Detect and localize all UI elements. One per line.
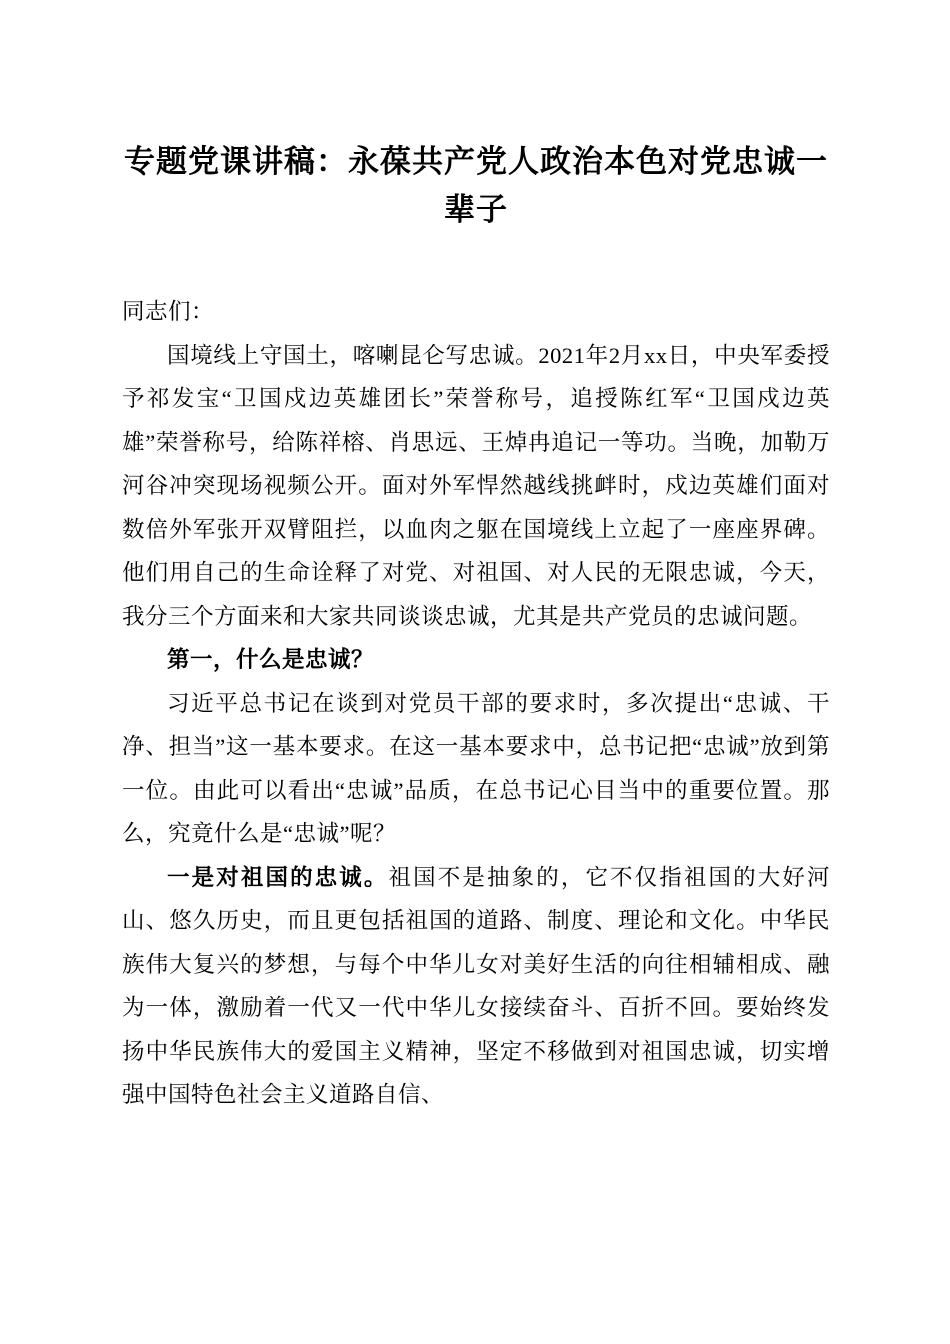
paragraph-text: 习近平总书记在谈到对党员干部的要求时，多次提出“忠诚、干净、担当”这一基本要求。在这一基本要求中，总书记把“忠诚”放到第一位。由此可以看出“忠诚”品质，在总书记心目当中的重要位置。那么，究竟什么是“忠诚”呢？ — [122, 690, 830, 847]
paragraph — [122, 638, 830, 682]
paragraph — [122, 290, 830, 334]
paragraph-bold-text: 一是对祖国的忠诚。 — [167, 864, 389, 890]
document-body — [122, 290, 830, 1117]
paragraph-bold-text: 第一，什么是忠诚？ — [167, 647, 375, 673]
paragraph-text: 国境线上守国土，喀喇昆仑写忠诚。2021年2月xx日，中央军委授予祁发宝“卫国戍边英雄团长”荣誉称号，追授陈红军“卫国戍边英雄”荣誉称号，给陈祥榕、肖思远、王焯冉追记一等功。当晚，加勒万河谷冲突现场视频公开。面对外军悍然越线挑衅时，戍边英雄们面对数倍外军张开双臂阻拦，以血肉之躯在国境线上立起了一座座界碑。他们用自己的生命诠释了对党、对祖国、对人民的无限忠诚，今天，我分三个方面来和大家共同谈谈忠诚，尤其是共产党员的忠诚问题。 — [122, 342, 830, 629]
paragraph — [122, 334, 830, 639]
paragraph — [122, 856, 830, 1117]
paragraph-text: 祖国不是抽象的，它不仅指祖国的大好河山、悠久历史，而且更包括祖国的道路、制度、理论和文化。中华民族伟大复兴的梦想，与每个中华儿女对美好生活的向往相辅相成、融为一体，激励着一代又一代中华儿女接续奋斗、百折不回。要始终发扬中华民族伟大的爱国主义精神，坚定不移做到对祖国忠诚，切实增强中国特色社会主义道路自信、 — [122, 864, 830, 1108]
document-title: 专题党课讲稿：永葆共产党人政治本色对党忠诚一辈子 — [124, 144, 828, 228]
paragraph-text: 同志们： — [122, 299, 215, 325]
paragraph — [122, 682, 830, 856]
